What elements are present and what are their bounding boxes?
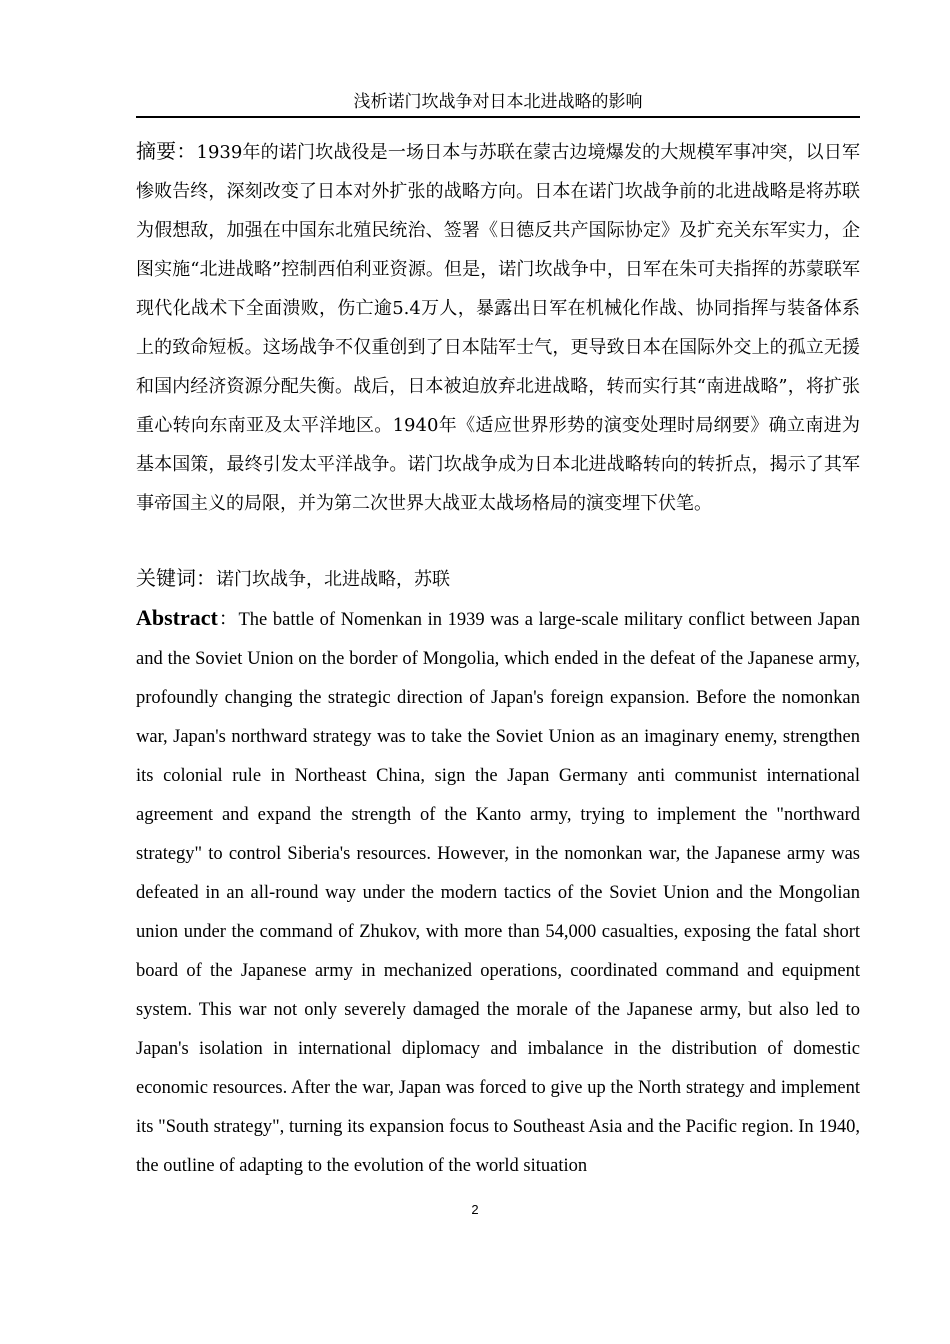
- english-abstract: [136, 598, 860, 1186]
- chinese-keywords: [136, 561, 860, 597]
- running-header: 浅析诺门坎战争对日本北进战略的影响: [136, 90, 860, 118]
- english-abstract-text: The battle of Nomenkan in 1939 was a large-scale military conflict between Japan and the Soviet Union on the border of Mongolia, which ended in the defeat of the Japanese army, profoundly changing the strategic direction of Japan's foreign expansion. Before the nomonkan war, Japan's northward strategy was to take the Soviet Union as an imaginary enemy, strengthen its colonial rule in Northeast China, sign the Japan Germany anti communist international agreement and expand the strength of the Kanto army, trying to implement the "northward strategy" to control Siberia's resources. However, in the nomonkan war, the Japanese army was defeated in an all-round way under the modern tactics of the Soviet Union and the Mongolian union under the command of Zhukov, with more than 54,000 casualties, exposing the fatal short board of the Japanese army in mechanized operations, coordinated command and equipment system. This war not only severely damaged the morale of the Japanese army, but also led to Japan's isolation in international diplomacy and imbalance in the distribution of domestic economic resources. After the war, Japan was forced to give up the North strategy and implement its "South strategy", turning its expansion focus to Southeast Asia and the Pacific region. In 1940, the outline of adapting to the evolution of the world situation: [136, 610, 860, 1176]
- english-abstract-separator: ：: [217, 610, 239, 630]
- chinese-abstract-text: 1939年的诺门坎战役是一场日本与苏联在蒙古边境爆发的大规模军事冲突，以日军惨败告终，深刻改变了日本对外扩张的战略方向。日本在诺门坎战争前的北进战略是将苏联为假想敌，加强在中国东北殖民统治、签署《日德反共产国际协定》及扩充关东军实力，企图实施“北进战略”控制西伯利亚资源。但是，诺门坎战争中，日军在朱可夫指挥的苏蒙联军现代化战术下全面溃败，伤亡逾5.4万人，暴露出日军在机械化作战、协同指挥与装备体系上的致命短板。这场战争不仅重创到了日本陆军士气，更导致日本在国际外交上的孤立无援和国内经济资源分配失衡。战后，日本被迫放弃北进战略，转而实行其“南进战略”，将扩张重心转向东南亚及太平洋地区。1940年《适应世界形势的演变处理时局纲要》确立南进为基本国策，最终引发太平洋战争。诺门坎战争成为日本北进战略转向的转折点，揭示了其军事帝国主义的局限，并为第二次世界大战亚太战场格局的演变埋下伏笔。: [136, 142, 861, 514]
- chinese-abstract-separator: ：: [176, 139, 197, 163]
- english-abstract-label: Abstract: [136, 605, 218, 630]
- chinese-keywords-label: 关键词: [136, 566, 196, 590]
- chinese-abstract-label: 摘要: [136, 139, 177, 163]
- chinese-keywords-separator: ：: [196, 566, 216, 590]
- chinese-abstract: [136, 132, 860, 523]
- page-number: 2: [471, 1202, 479, 1217]
- chinese-keywords-text: 诺门坎战争，北进战略，苏联: [216, 569, 450, 590]
